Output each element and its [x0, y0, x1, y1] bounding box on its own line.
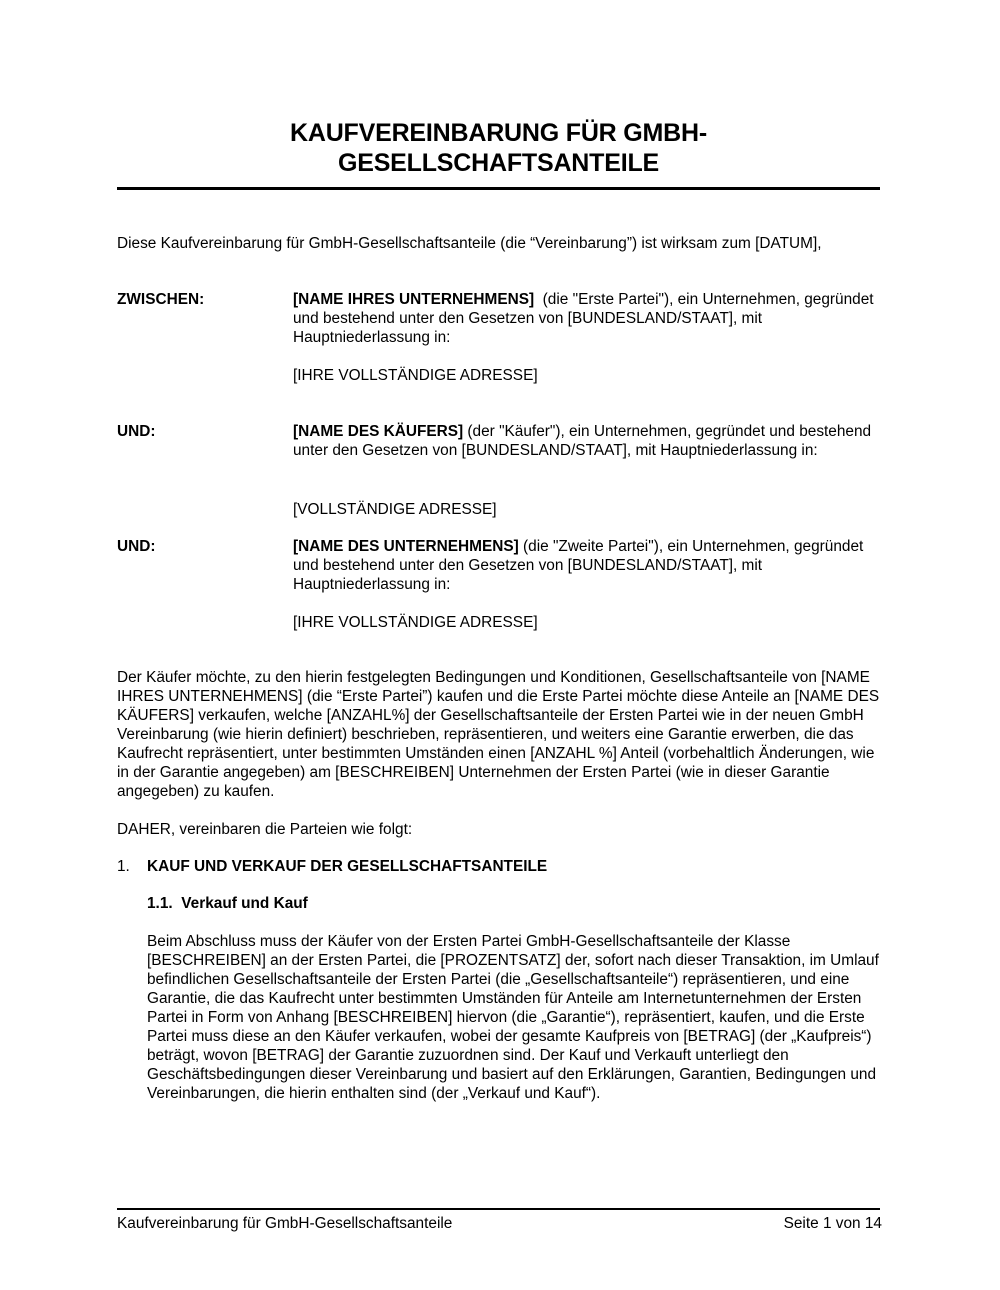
party-second-details: (die "Zweite Partei"), ein Unternehmen, gegründet und bestehend unter den Gesetzen von [BUNDESLAND/STAAT], mit Hauptniederlassung in: — [293, 538, 868, 593]
title-divider — [117, 187, 880, 190]
subsection-title: Verkauf und Kauf — [181, 895, 308, 912]
party-first-description — [293, 290, 883, 347]
party-first-address: [IHRE VOLLSTÄNDIGE ADRESSE] — [293, 367, 538, 384]
subsection-paragraph: Beim Abschluss muss der Käufer von der Ersten Partei GmbH-Gesellschaftsanteile der Klasse [BESCHREIBEN] an der Ersten Partei, die [PROZENTSATZ] der, sofort nach dieser Transaktion, im Umlauf befindlichen Gesellschaftsanteile der Ersten Partei (die „Gesellschaftsanteile“) repräsentieren, und eine Garantie, die das Kaufrecht unter bestimmten Umständen für Anteile am Internetunternehmen der Ersten Partei in Form von Anhang [BESCHREIBEN] hiervon (die „Garantie“), repräsentiert, kaufen, und die Erste Partei muss diese an den Käufer verkaufen, wobei der gesamte Kaufpreis von [BETRAG] (der „Kaufpreis“) beträgt, wovon [BETRAG] der Garantie zuzuordnen sind. Der Kauf und Verkauft unterliegt den Geschäftsbedingungen dieser Vereinbarung und basiert auf den Erklärungen, Garantien, Bedingungen und Vereinbarungen, die hierin enthalten sind (der „Verkauf und Kauf“). — [147, 933, 879, 1102]
title-line-2: GESELLSCHAFTSANTEILE — [337, 149, 659, 177]
title-line-1: KAUFVEREINBARUNG FÜR GMBH- — [289, 119, 707, 147]
subsection-heading — [147, 894, 308, 913]
footer-page-number: Seite 1 von 14 — [783, 1215, 882, 1232]
party-buyer-name: [NAME DES KÄUFERS] — [293, 423, 464, 440]
party-buyer-details: (der "Käufer"), ein Unternehmen, gegründet und bestehend unter den Gesetzen von [BUNDESLAND/STAAT], mit Hauptniederlassung in: — [293, 423, 876, 459]
recital-paragraph: Der Käufer möchte, zu den hierin festgelegten Bedingungen und Konditionen, Gesellschaftsanteile von [NAME IHRES UNTERNEHMENS] (die “Erste Partei”) kaufen und die Erste Partei möchte diese Anteile an [NAME DES KÄUFERS] verkaufen, welche [ANZAHL%] der Gesellschaftsanteile der Ersten Partei wie in der neuen GmbH Vereinbarung (wie hierin definiert) beschrieben, repräsentieren, und weiters eine Garantie erwerben, die das Kaufrecht repräsentiert, unter bestimmten Umständen einen [ANZAHL %] Anteil (vorbehaltlich Änderungen, wie in der Garantie angegeben) am [BESCHREIBEN] Unternehmen der Ersten Partei (wie in dieser Garantie angegeben) zu kaufen. — [117, 669, 880, 800]
party-label-and-buyer: UND: — [117, 423, 156, 440]
party-buyer-description — [293, 422, 883, 460]
section-number: 1. — [117, 858, 130, 875]
footer-document-title: Kaufvereinbarung für GmbH-Gesellschaftsanteile — [117, 1215, 453, 1232]
party-label-between: ZWISCHEN: — [117, 291, 205, 308]
party-second-name: [NAME DES UNTERNEHMENS] — [293, 538, 519, 555]
party-label-and-second: UND: — [117, 538, 156, 555]
section-title: KAUF UND VERKAUF DER GESELLSCHAFTSANTEILE — [147, 858, 548, 875]
party-first-name: [NAME IHRES UNTERNEHMENS] — [293, 291, 535, 308]
subsection-number: 1.1. — [147, 895, 173, 912]
footer-divider — [117, 1208, 880, 1210]
party-buyer-address: [VOLLSTÄNDIGE ADRESSE] — [293, 501, 497, 518]
therefore-clause: DAHER, vereinbaren die Parteien wie folgt: — [117, 821, 413, 838]
document-title — [117, 118, 880, 178]
intro-paragraph: Diese Kaufvereinbarung für GmbH-Gesellschaftsanteile (die “Vereinbarung”) ist wirksam zum [DATUM], — [117, 235, 822, 252]
party-second-address: [IHRE VOLLSTÄNDIGE ADRESSE] — [293, 614, 538, 631]
party-first-details: (die "Erste Partei"), ein Unternehmen, gegründet und bestehend unter den Gesetzen von [BUNDESLAND/STAAT], mit Hauptniederlassung in: — [293, 291, 878, 346]
party-second-description — [293, 537, 883, 594]
